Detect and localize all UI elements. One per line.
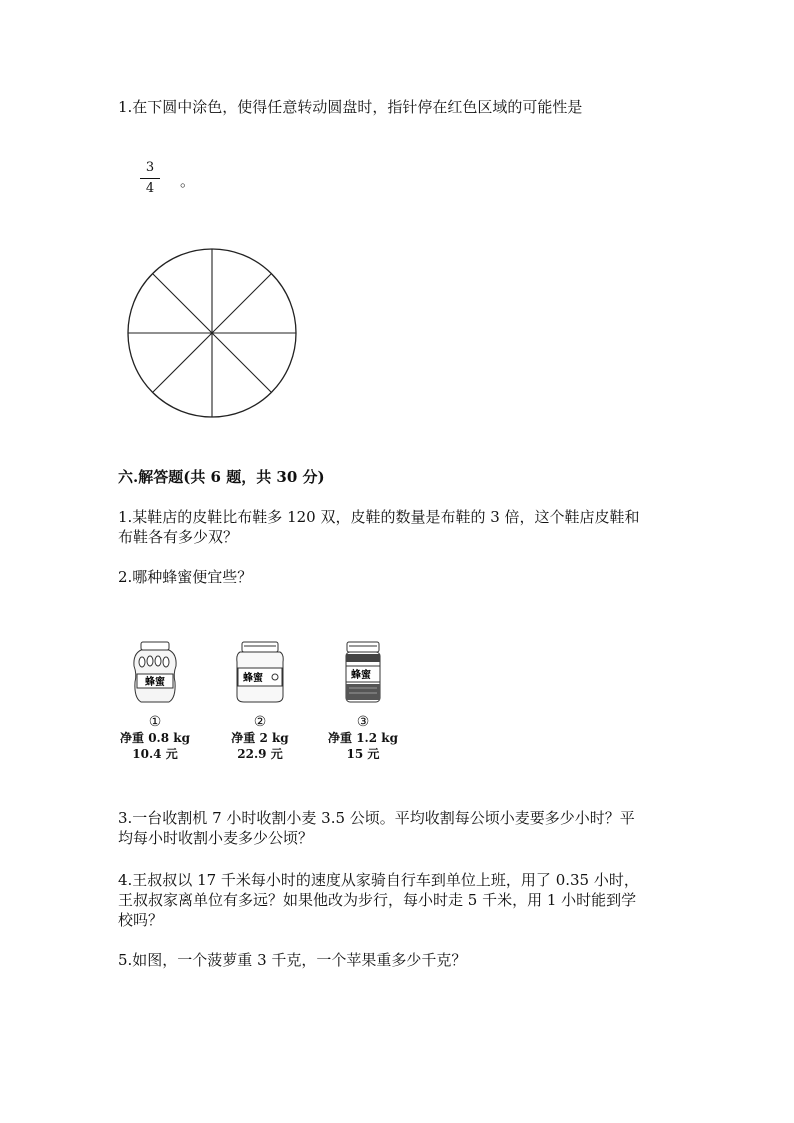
honey-jar-3 (323, 640, 403, 762)
fraction (140, 160, 160, 197)
period-mark: 。 (180, 172, 196, 190)
honey-jar-1 (115, 640, 195, 762)
question-2-line-1: 2.哪种蜂蜜便宜些？ (118, 568, 253, 586)
fraction-bar (140, 178, 160, 179)
question-1-line-2: 布鞋各有多少双？ (118, 528, 239, 546)
section-title: 六.解答题(共 6 题，共 30 分) (118, 468, 325, 486)
honey-jar-1-label: 蜂蜜 (145, 677, 165, 688)
wheel-sector-line (153, 333, 212, 392)
wheel-sector-line (212, 333, 271, 392)
honey-jar-2-weight: 净重 2 kg (231, 731, 289, 745)
question-1-line-1: 1.某鞋店的皮鞋比布鞋多 120 双，皮鞋的数量是布鞋的 3 倍，这个鞋店皮鞋和 (118, 508, 640, 526)
honey-jar-2-number: ② (253, 714, 267, 730)
honey-jar-2 (220, 640, 300, 762)
wheel-sector-line (212, 274, 271, 333)
honey-jars-figure (110, 640, 430, 775)
question-4-line-2: 王叔叔家离单位有多远？如果他改为步行，每小时走 5 千米，用 1 小时能到学 (118, 891, 637, 909)
honey-jar-3-price: 15 元 (346, 747, 380, 761)
question-text: 1.在下圆中涂色，使得任意转动圆盘时，指针停在红色区域的可能性是 (118, 98, 583, 116)
question-5-line-1: 5.如图，一个菠萝重 3 千克，一个苹果重多少千克？ (118, 951, 467, 969)
fraction-denominator: 4 (145, 181, 155, 196)
question-4-line-3: 校吗？ (118, 911, 164, 929)
honey-jar-1-number: ① (148, 714, 162, 730)
honey-jar-3-image (343, 640, 383, 706)
question-3-line-1: 3.一台收割机 7 小时收割小麦 3.5 公顷。平均收割每公顷小麦要多少小时？平 (118, 809, 635, 827)
honey-jar-3-number: ③ (356, 714, 370, 730)
honey-jar-3-label: 蜂蜜 (351, 670, 371, 681)
honey-jar-1-price: 10.4 元 (132, 747, 178, 761)
honey-jar-2-image (234, 640, 286, 706)
wheel-sector-line (153, 274, 212, 333)
question-4-line-1: 4.王叔叔以 17 千米每小时的速度从家骑自行车到单位上班，用了 0.35 小时， (118, 871, 639, 889)
honey-jar-2-label: 蜂蜜 (243, 673, 263, 684)
honey-jar-1-image (131, 640, 179, 706)
spinner-wheel (126, 247, 298, 419)
honey-jar-1-weight: 净重 0.8 kg (120, 731, 190, 745)
question-3-line-2: 均每小时收割小麦多少公顷？ (118, 829, 314, 847)
honey-jar-3-weight: 净重 1.2 kg (328, 731, 398, 745)
fraction-numerator: 3 (145, 160, 155, 175)
honey-jar-2-price: 22.9 元 (237, 747, 283, 761)
